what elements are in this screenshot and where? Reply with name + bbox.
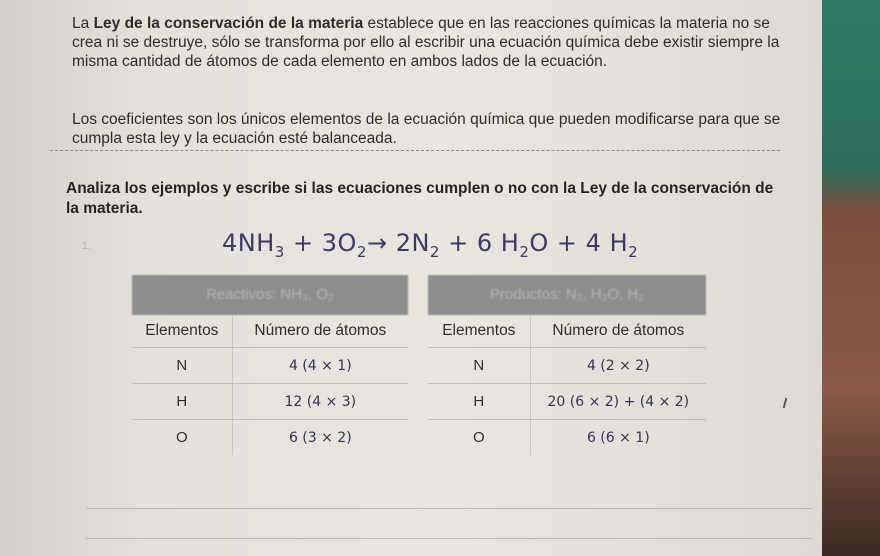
atoms-cell: 4 (2 × 2) bbox=[586, 357, 650, 374]
atoms-cell: 12 (4 × 3) bbox=[284, 393, 357, 410]
table-row bbox=[132, 419, 408, 455]
formula-nh3: NH bbox=[237, 229, 275, 257]
formula-o2: O bbox=[337, 229, 357, 257]
atoms-cell: 6 (3 × 2) bbox=[288, 429, 352, 446]
coef-h2o: 6 bbox=[476, 229, 493, 257]
sub-h2o: 2 bbox=[519, 243, 530, 261]
formula-h2o-h: H bbox=[500, 229, 520, 257]
col-atoms: Número de átomos bbox=[552, 322, 685, 339]
atoms-cell: 6 (6 × 1) bbox=[586, 429, 650, 446]
col-atoms: Número de átomos bbox=[254, 322, 387, 339]
plus-sign: + bbox=[292, 229, 314, 257]
col-elements: Elementos bbox=[428, 315, 531, 347]
intro-paragraph-1 bbox=[72, 14, 792, 71]
coef-o2: 3 bbox=[321, 229, 338, 257]
atoms-cell: 4 (4 × 1) bbox=[288, 357, 352, 374]
chemical-equation bbox=[222, 228, 638, 267]
intro-text-start: La bbox=[72, 15, 94, 32]
background-edge bbox=[822, 0, 880, 556]
sub-h2: 2 bbox=[628, 243, 639, 261]
products-table bbox=[428, 275, 706, 455]
column-headers bbox=[132, 315, 408, 347]
table-row bbox=[132, 383, 408, 419]
intro-text-rest: establece que en las reacciones químicas la materia no se crea ni se destruye, sólo se transforma por ello al escribir una ecuación química debe existir siempre la misma cantidad de átomos de cada elemento en ambos lados de la ecuación. bbox=[72, 15, 780, 70]
element-cell: N bbox=[132, 348, 233, 383]
element-cell: H bbox=[132, 384, 233, 419]
sub-nh3: 3 bbox=[274, 243, 285, 261]
table-row bbox=[132, 347, 408, 383]
reactants-header: Reactivos: NH₃, O₂ bbox=[132, 275, 408, 315]
formula-h2: H bbox=[609, 229, 629, 257]
intro-paragraph-2: Los coeficientes son los únicos elementos de la ecuación química que pueden modificarse para que se cumpla esta ley y la ecuación esté balanceada. bbox=[72, 111, 781, 147]
law-name-bold: Ley de la conservación de la materia bbox=[93, 15, 364, 32]
atoms-cell: 20 (6 × 2) + (4 × 2) bbox=[547, 393, 690, 410]
instruction-text: Analiza los ejemplos y escribe si las ecuaciones cumplen o no con la Ley de la conservación de la materia. bbox=[66, 180, 774, 217]
reaction-arrow: → bbox=[366, 229, 388, 257]
item-number: 1. bbox=[82, 240, 92, 252]
formula-h2o-o: O bbox=[529, 229, 549, 257]
table-row bbox=[428, 419, 706, 455]
element-cell: H bbox=[428, 384, 531, 419]
pen-mark bbox=[783, 398, 788, 408]
element-cell: O bbox=[428, 420, 531, 455]
plus-sign: + bbox=[556, 229, 578, 257]
coef-n2: 2 bbox=[395, 229, 412, 257]
formula-n2: N bbox=[411, 229, 430, 257]
sub-o2: 2 bbox=[356, 243, 367, 261]
element-cell: N bbox=[428, 348, 531, 383]
answer-line[interactable] bbox=[86, 508, 812, 509]
answer-line[interactable] bbox=[86, 538, 812, 539]
sub-n2: 2 bbox=[429, 243, 440, 261]
column-headers bbox=[428, 315, 706, 347]
col-elements: Elementos bbox=[132, 315, 233, 347]
reactants-table bbox=[132, 275, 408, 455]
plus-sign: + bbox=[448, 229, 469, 257]
element-cell: O bbox=[132, 420, 233, 455]
products-header: Productos: N₂, H₂O, H₂ bbox=[428, 275, 706, 315]
table-row bbox=[428, 347, 706, 383]
coef-h2: 4 bbox=[585, 229, 602, 257]
dashed-divider bbox=[50, 150, 780, 151]
table-row bbox=[428, 383, 706, 419]
coef-nh3: 4 bbox=[222, 229, 238, 257]
